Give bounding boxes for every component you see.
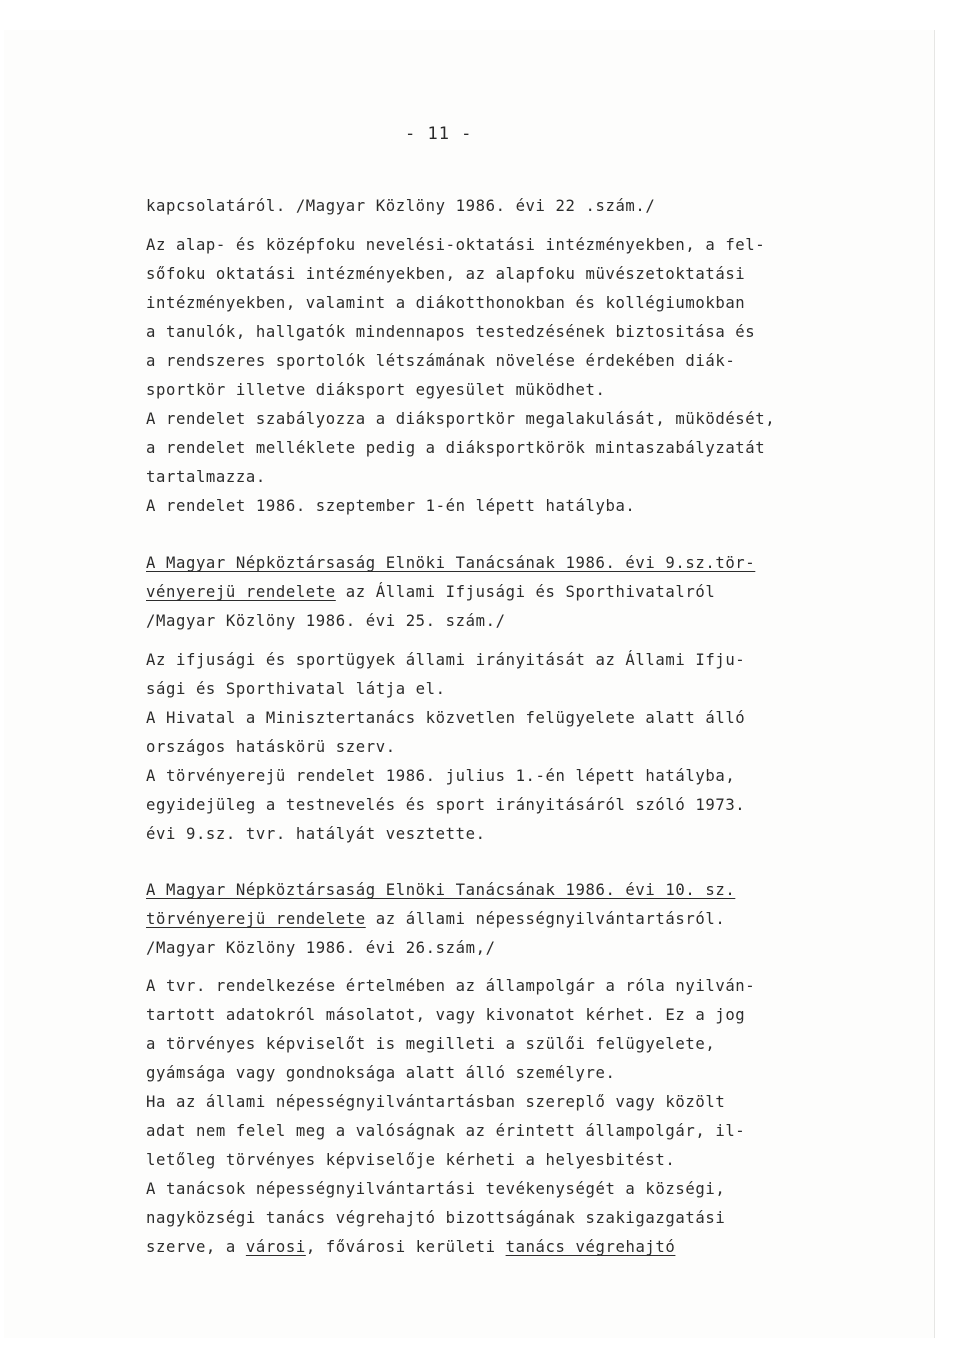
text-line: A Hivatal a Minisztertanács közvetlen felügyelete alatt álló [146,709,746,727]
text-line: A tvr. rendelkezése értelmében az állampolgár a róla nyilván- [146,977,756,995]
diaksport-paragraph [146,231,806,521]
text-line: sági és Sporthivatal látja el. [146,680,446,698]
text-line: kapcsolatáról. /Magyar Közlöny 1986. évi 22 .szám./ [146,197,656,215]
page-number: - 11 - [405,124,473,144]
heading-underlined: törvényerejü rendelete [146,910,366,928]
text-line: A törvényerejü rendelet 1986. julius 1.-én lépett hatályba, [146,767,736,785]
heading-rest: az Állami Ifjusági és Sporthivatalról [335,583,716,601]
text-line [146,1233,806,1262]
text-line: tartalmazza. [146,468,266,486]
section-heading-line [146,905,806,934]
text-line: /Magyar Közlöny 1986. évi 25. szám./ [146,612,506,630]
section-heading-line [146,578,806,607]
text-line: A rendelet 1986. szeptember 1-én lépett hatályba. [146,497,636,515]
section-heading-line [146,876,806,905]
text-line: a rendszeres sportolók létszámának növelése érdekében diák- [146,352,736,370]
sporthivatal-body [146,646,806,849]
heading-underlined: A Magyar Népköztársaság Elnöki Tanácsának 1986. évi 9.sz.tör- [146,554,756,572]
text-line: A tanácsok népességnyilvántartási tevékenységét a községi, [146,1180,726,1198]
heading-underlined: A Magyar Népköztársaság Elnöki Tanácsának 1986. évi 10. sz. [146,881,736,899]
heading-underlined: vényerejü rendelete [146,583,336,601]
text-line: Az ifjusági és sportügyek állami irányitását az Állami Ifju- [146,651,746,669]
text-line: a rendelet melléklete pedig a diáksportkörök mintaszabályzatát [146,439,766,457]
text-line: sportkör illetve diáksport egyesület müködhet. [146,381,606,399]
underlined-word: városi [245,1238,306,1256]
continuation-paragraph [146,192,806,221]
text-line: a törvényes képviselőt is megilleti a szülői felügyelete, [146,1035,716,1053]
text-line: letőleg törvényes képviselője kérheti a helyesbitést. [146,1151,676,1169]
text-line: egyidejüleg a testnevelés és sport irányitásáról szóló 1973. [146,796,746,814]
text-line: /Magyar Közlöny 1986. évi 26.szám,/ [146,939,496,957]
text-line: tartott adatokról másolatot, vagy kivonatot kérhet. Ez a jog [146,1006,746,1024]
nepessegnyilvantartas-section [146,876,806,963]
sporthivatal-section [146,549,806,636]
text-line: adat nem felel meg a valóságnak az érintett állampolgár, il- [146,1122,746,1140]
text-line: Az alap- és középfoku nevelési-oktatási intézményekben, a fel- [146,236,766,254]
text-line: évi 9.sz. tvr. hatályát vesztette. [146,825,486,843]
text-line: a tanulók, hallgatók mindennapos testedzésének biztositása és [146,323,756,341]
text-segment: szerve, a [146,1238,246,1256]
section-heading-line [146,549,806,578]
underlined-phrase: tanács végrehajtó [505,1238,676,1256]
text-line: országos hatáskörü szerv. [146,738,396,756]
text-line: sőfoku oktatási intézményekben, az alapfoku müvészetoktatási [146,265,746,283]
heading-rest: az állami népességnyilvántartásról. [365,910,726,928]
nepessegnyilvantartas-body [146,972,806,1262]
text-line: A rendelet szabályozza a diáksportkör megalakulását, müködését, [146,410,776,428]
text-line: Ha az állami népességnyilvántartásban szereplő vagy közölt [146,1093,726,1111]
text-line: nagyközségi tanács végrehajtó bizottságának szakigazgatási [146,1209,726,1227]
text-segment: , fővárosi kerületi [305,1238,506,1256]
text-line: intézményekben, valamint a diákotthonokban és kollégiumokban [146,294,746,312]
text-line: gyámsága vagy gondnoksága alatt álló személyre. [146,1064,616,1082]
